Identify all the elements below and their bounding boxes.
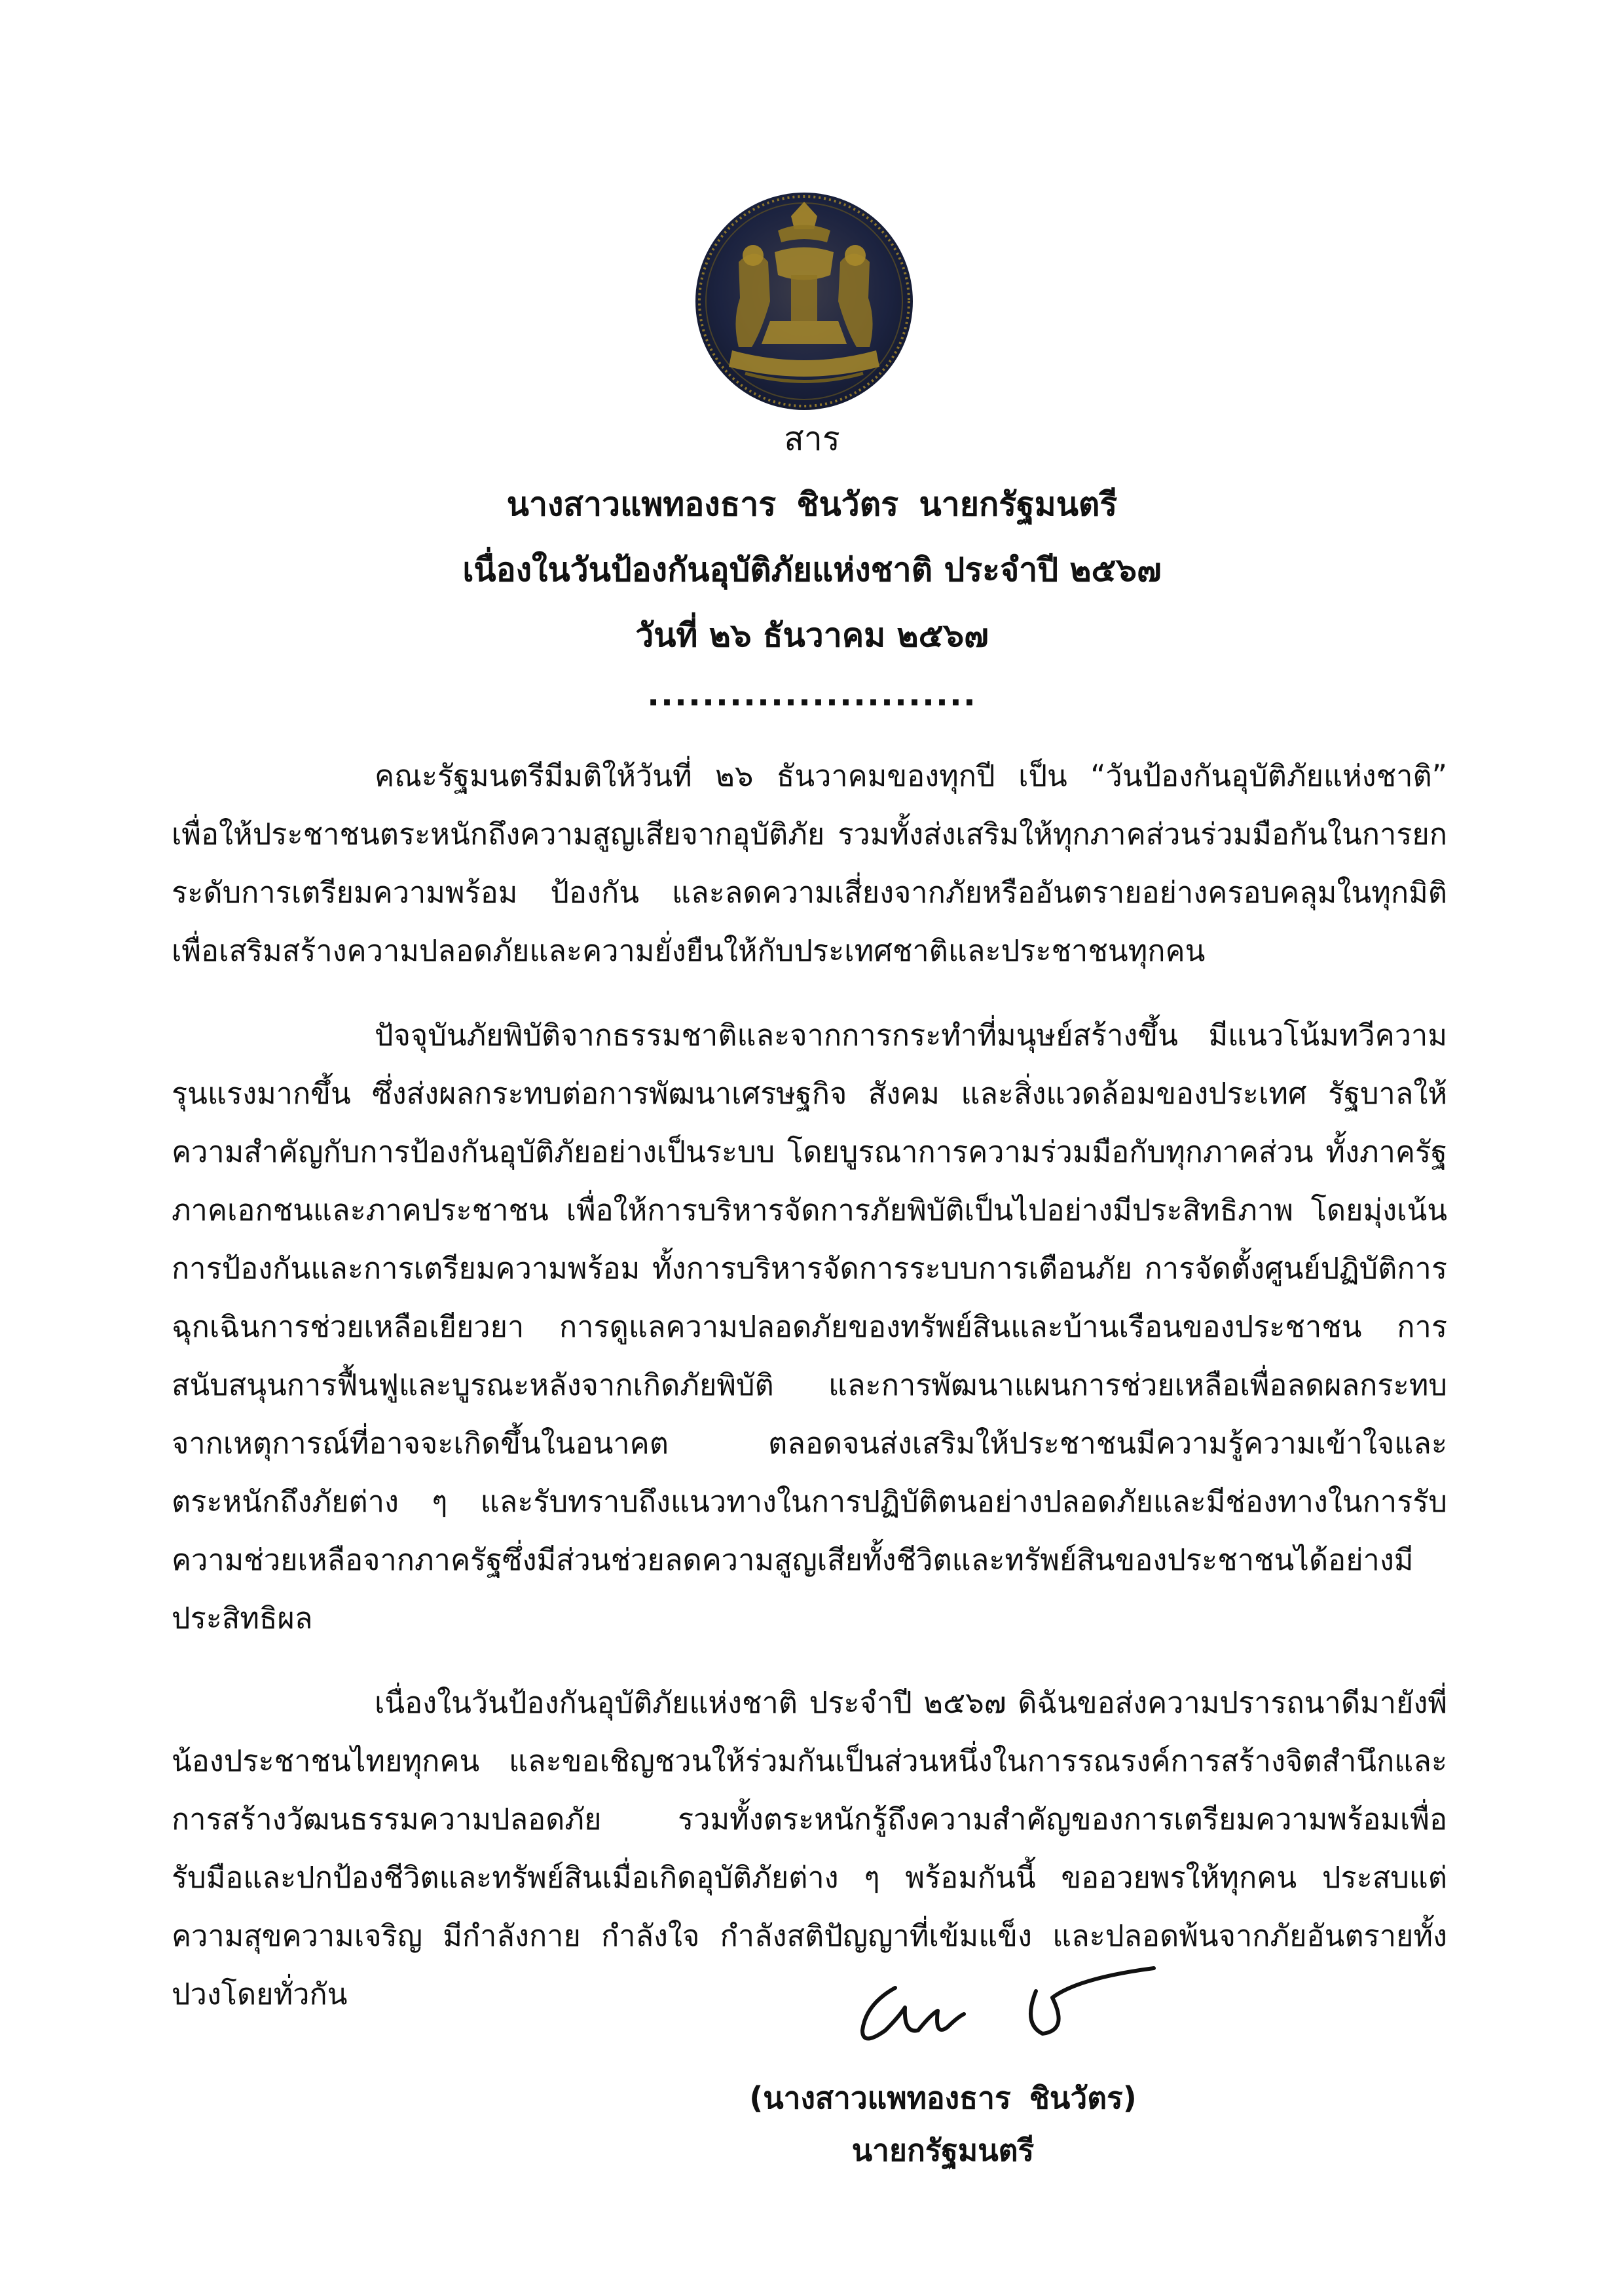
paragraph-2: ปัจจุบันภัยพิบัติจากธรรมชาติและจากการกระทำที่มนุษย์สร้างขึ้น มีแนวโน้มทวีความรุนแรงมากขึ้น ซึ่งส่งผลกระทบต่อการพัฒนาเศรษฐกิจ สังคม และสิ่งแวดล้อมของประเทศ รัฐบาลให้ความสำคัญกับการป้องกันอุบัติภัยอย่างเป็นระบบ โดยบูรณาการความร่วมมือกับทุกภาคส่วน ทั้งภาครัฐ ภาคเอกชนและภาคประชาชน เพื่อให้การบริหารจัดการภัยพิบัติเป็นไปอย่างมีประสิทธิภาพ โดยมุ่งเน้นการป้องกันและการเตรียมความพร้อม ทั้งการบริหารจัดการระบบการเตือนภัย การจัดตั้งศูนย์ปฏิบัติการฉุกเฉินการช่วยเหลือเยียวยา การดูแลความปลอดภัยของทรัพย์สินและบ้านเรือนของประชาชน การสนับสนุนการฟื้นฟูและบูรณะหลังจากเกิดภัยพิบัติ และการพัฒนาแผนการช่วยเหลือเพื่อลดผลกระทบจากเหตุการณ์ที่อาจจะเกิดขึ้นในอนาคต ตลอดจนส่งเสริมให้ประชาชนมีความรู้ความเข้าใจและตระหนักถึงภัยต่าง ๆ และรับทราบถึงแนวทางในการปฏิบัติตนอย่างปลอดภัยและมีช่องทางในการรับความช่วยเหลือจากภาครัฐซึ่งมีส่วนช่วยลดความสูญเสียทั้งชีวิตและทรัพย์สินของประชาชนได้อย่างมีประสิทธิผล xyxy=(172,1018,1447,1635)
handwritten-signature xyxy=(826,1952,1193,2063)
signatory-name: (นางสาวแพทองธาร ชินวัตร) xyxy=(749,2080,1137,2116)
paragraph-1: คณะรัฐมนตรีมีมติให้วันที่ ๒๖ ธันวาคมของทุกปี เป็น “วันป้องกันอุบัติภัยแห่งชาติ” เพื่อให้ประชาชนตระหนักถึงความสูญเสียจากอุบัติภัย รวมทั้งส่งเสริมให้ทุกภาคส่วนร่วมมือกันในการยกระดับการเตรียมความพร้อม ป้องกัน และลดความเสี่ยงจากภัยหรืออันตรายอย่างครอบคลุมในทุกมิติ เพื่อเสริมสร้างความปลอดภัยและความยั่งยืนให้กับประเทศชาติและประชาชนทุกคน xyxy=(172,758,1447,968)
seal-icon xyxy=(693,190,915,413)
date-line: วันที่ ๒๖ ธันวาคม ๒๕๖๗ xyxy=(635,616,989,654)
paragraph-3: เนื่องในวันป้องกันอุบัติภัยแห่งชาติ ประจำปี ๒๕๖๗ ดิฉันขอส่งความปรารถนาดีมายังพี่น้องประชาชนไทยทุกคน และขอเชิญชวนให้ร่วมกันเป็นส่วนหนึ่งในการรณรงค์การสร้างจิตสำนึกและการสร้างวัฒนธรรมความปลอดภัย รวมทั้งตระหนักรู้ถึงความสำคัญของการเตรียมความพร้อมเพื่อรับมือและปกป้องชีวิตและทรัพย์สินเมื่อเกิดอุบัติภัยต่าง ๆ พร้อมกันนี้ ขออวยพรให้ทุกคน ประสบแต่ความสุขความเจริญ มีกำลังกาย กำลังใจ กำลังสติปัญญาที่เข้มแข็ง และปลอดพ้นจากภัยอันตรายทั้งปวงโดยทั่วกัน xyxy=(172,1685,1447,2011)
government-seal-emblem xyxy=(693,190,915,413)
author-line: นางสาวแพทองธาร ชินวัตร นายกรัฐมนตรี xyxy=(506,485,1118,523)
signature-icon xyxy=(826,1952,1193,2063)
document-title: สาร xyxy=(784,420,840,458)
occasion-line: เนื่องในวันป้องกันอุบัติภัยแห่งชาติ ประจำปี ๒๕๖๗ xyxy=(462,551,1162,589)
message-body xyxy=(172,747,1447,2049)
dotted-separator: ........................ xyxy=(647,675,977,713)
signatory-title: นายกรัฐมนตรี xyxy=(851,2133,1035,2168)
